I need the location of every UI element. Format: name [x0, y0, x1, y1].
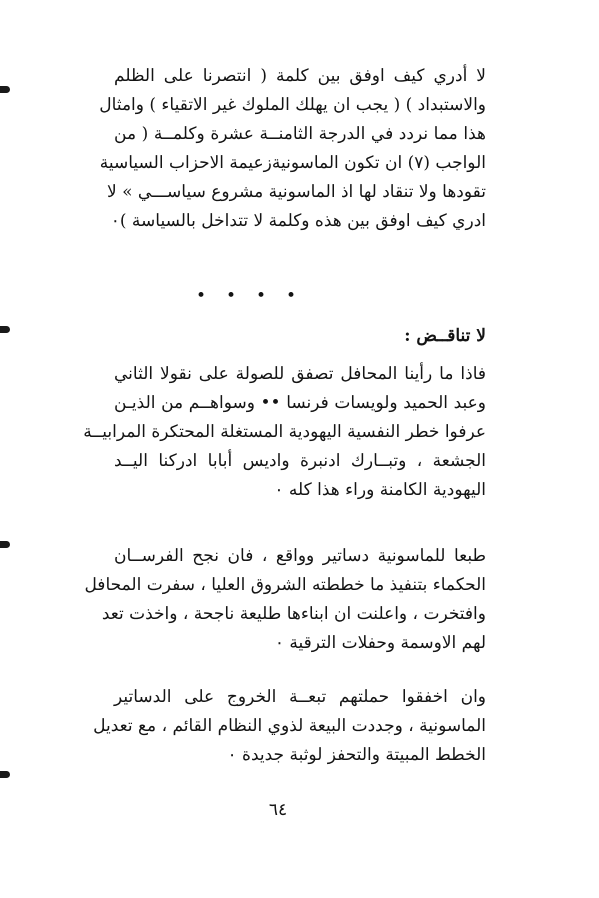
text-line: الخطط المبيتة والتحفز لوثبة جديدة ٠ — [227, 745, 486, 765]
separator-dot: • — [195, 286, 207, 306]
margin-mark — [0, 86, 10, 93]
text-line: طبعا للماسونية دساتير وواقع ، فان نجح الفرســان — [114, 546, 486, 566]
text-line: وافتخرت ، واعلنت ان ابناءها طليعة ناجحة ، واخذت تعد — [101, 604, 486, 624]
text-line: تقودها ولا تنقاد لها اذ الماسونية مشروع سياســـي » لا — [107, 182, 486, 202]
text-line: ادري كيف اوفق بين هذه وكلمة لا تتداخل بالسياسة )٠ — [110, 211, 486, 231]
text-line: لا أدري كيف اوفق بين كلمة ( انتصرنا على الظلم — [114, 66, 486, 86]
separator-dot: • — [285, 286, 297, 306]
section-separator — [186, 286, 306, 306]
text-line: فاذا ما رأينا المحافل تصفق للصولة على نقولا الثاني — [114, 364, 486, 384]
page-number: ٦٤ — [268, 800, 288, 820]
text-line: هذا مما نردد في الدرجة الثامنــة عشرة وكلمــة ( من — [114, 124, 486, 144]
text-line: عرفوا خطر النفسية اليهودية المستغلة المحتكرة المرابيــة — [83, 422, 486, 442]
section-heading: لا تناقــض : — [404, 326, 486, 346]
text-line: الجشعة ، وتبــارك ادنبرة واديس أبابا ادركنا اليــد — [114, 451, 486, 471]
paragraph — [83, 360, 486, 505]
margin-mark — [0, 541, 10, 548]
margin-mark — [0, 326, 10, 333]
text-line: الواجب (٧) ان تكون الماسونيةزعيمة الاحزاب السياسية — [99, 153, 486, 173]
text-line: الماسونية ، وجددت البيعة لذوي النظام القائم ، مع تعديل — [93, 716, 486, 736]
paragraph — [99, 62, 486, 236]
text-line: الحكماء بتنفيذ ما خططته الشروق العليا ، سفرت المحافل — [84, 575, 486, 595]
paragraph — [93, 683, 486, 770]
text-line: وان اخفقوا حملتهم تبعــة الخروج على الدساتير — [114, 687, 486, 707]
text-line: وعبد الحميد ولويسات فرنسا •• وسواهــم من الذيـن — [114, 393, 486, 413]
text-line: لهم الاوسمة وحفلات الترقية ٠ — [274, 633, 486, 653]
text-line: والاستبداد ) ( يجب ان يهلك الملوك غير الاتقياء ) وامثال — [99, 95, 486, 115]
margin-mark — [0, 771, 10, 778]
text-line: اليهودية الكامنة وراء هذا كله ٠ — [274, 480, 486, 500]
separator-dot: • — [255, 286, 267, 306]
paragraph — [84, 542, 486, 658]
separator-dot: • — [225, 286, 237, 306]
